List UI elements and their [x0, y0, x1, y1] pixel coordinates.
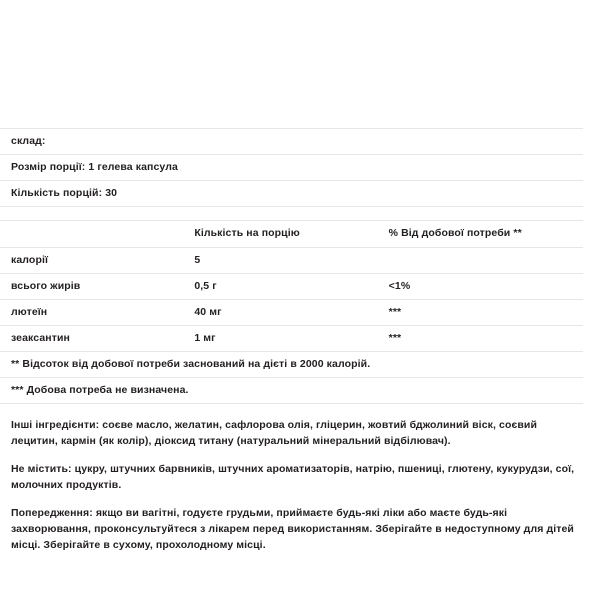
nutrient-amount: 1 мг	[194, 331, 216, 344]
table-row-serving-size	[0, 155, 583, 181]
warning-paragraph: Попередження: якщо ви вагітні, годуєте грудьми, приймаєте будь-які ліки або маєте будь-які захворювання, проконсультуйтеся з лікарем перед використанням. Зберігайте в недоступному для дітей місці. Зберігайте в сухому, прохолодному місці.	[11, 507, 574, 551]
column-header-percent-daily-value: % Від добової потреби **	[388, 227, 522, 240]
footnote-daily-value-not-established: *** Добова потреба не визначена.	[11, 384, 189, 397]
nutrient-name: всього жирів	[11, 279, 81, 292]
serving-size-label: Розмір порції: 1 гелева капсула	[11, 161, 178, 174]
nutrient-name: лютеїн	[11, 305, 48, 318]
table-row-servings-per-container	[0, 181, 583, 207]
table-row	[0, 325, 583, 351]
nutrient-daily-value: <1%	[388, 279, 411, 292]
table-spacer-cell	[0, 207, 583, 221]
nutrient-amount: 0,5 г	[194, 279, 217, 292]
nutrient-daily-value: ***	[388, 331, 402, 344]
free-from-paragraph: Не містить: цукру, штучних барвників, штучних ароматизаторів, натрію, пшениці, глютену, кукурудзи, сої, молочних продуктів.	[11, 463, 575, 492]
other-ingredients-paragraph: Інші інгредієнти: соєве масло, желатин, сафлорова олія, гліцерин, жовтий бджолиний віск, соєвий лецитин, кармін (як колір), діоксид титану (натуральний мінеральний відбілювач).	[11, 419, 538, 448]
table-row-footnote	[0, 378, 583, 404]
table-spacer-row	[0, 207, 583, 221]
table-row-composition	[0, 129, 583, 155]
column-header-amount-per-serving: Кількість на порцію	[194, 227, 300, 240]
table-row	[0, 247, 583, 273]
nutrient-amount: 5	[194, 253, 201, 266]
nutrient-daily-value: ***	[388, 305, 402, 318]
table-row-footnote	[0, 352, 583, 378]
nutrient-daily-value	[389, 247, 583, 273]
table-header-row	[0, 221, 583, 247]
servings-per-container-label: Кількість порцій: 30	[11, 187, 118, 200]
column-header-nutrient	[0, 221, 194, 247]
table-row	[0, 299, 583, 325]
nutrient-name: калорії	[11, 253, 49, 266]
table-row	[0, 273, 583, 299]
nutrient-name: зеаксантин	[11, 331, 70, 344]
composition-label: склад:	[11, 135, 46, 147]
supplement-facts-table	[0, 128, 583, 404]
footnote-daily-value-basis: ** Відсоток від добової потреби заснований на дієті в 2000 калорій.	[11, 358, 371, 370]
nutrient-amount: 40 мг	[194, 305, 222, 318]
content-area	[0, 128, 600, 554]
